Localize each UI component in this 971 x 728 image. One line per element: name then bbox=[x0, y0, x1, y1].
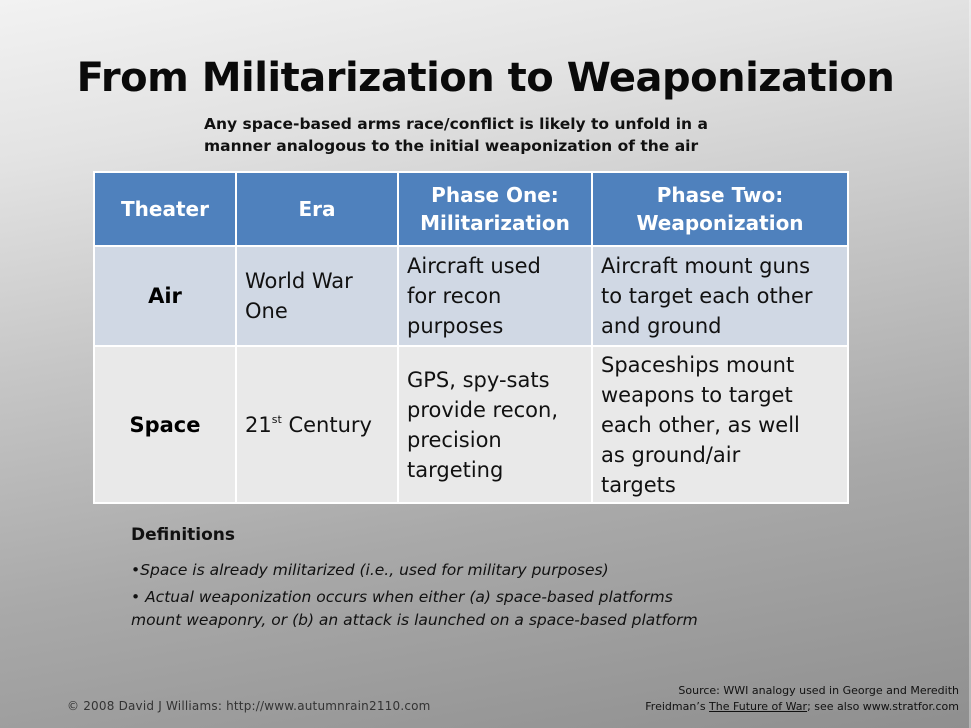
table-header-row bbox=[94, 172, 848, 246]
cell-theater-space: Space bbox=[94, 346, 236, 503]
cell-line: One bbox=[245, 299, 288, 323]
cell-line: Aircraft mount guns bbox=[601, 254, 811, 278]
cell-line: Aircraft used bbox=[407, 254, 541, 278]
definitions-heading: Definitions bbox=[131, 525, 236, 545]
copyright-notice: © 2008 David J Williams: http://www.autumnrain2110.com bbox=[67, 699, 431, 713]
era-number: 21 bbox=[245, 412, 272, 437]
cell-line: targeting bbox=[407, 457, 504, 482]
cell-line: targets bbox=[601, 472, 676, 497]
table-row-space bbox=[94, 346, 848, 503]
header-phase-two-line2: Weaponization bbox=[636, 211, 804, 235]
source-line bbox=[645, 699, 959, 715]
cell-line: precision bbox=[407, 427, 502, 452]
cell-line: GPS, spy-sats bbox=[407, 367, 550, 392]
header-era: Era bbox=[236, 172, 398, 246]
header-theater: Theater bbox=[94, 172, 236, 246]
cell-line: each other, as well bbox=[601, 412, 800, 437]
cell-phase-one-space bbox=[398, 346, 592, 503]
cell-phase-two-air bbox=[592, 246, 848, 346]
definitions-section bbox=[131, 523, 831, 636]
era-word: Century bbox=[281, 412, 372, 437]
definition-line: • Actual weaponization occurs when either (a) space-based platforms bbox=[131, 588, 673, 606]
source-citation bbox=[645, 683, 959, 715]
header-phase-one-line2: Militarization bbox=[420, 211, 570, 235]
table-row-air bbox=[94, 246, 848, 346]
cell-line: and ground bbox=[601, 314, 722, 338]
cell-era-air bbox=[236, 246, 398, 346]
header-phase-two-line1: Phase Two: bbox=[656, 183, 784, 207]
definition-line: mount weaponry, or (b) an attack is launched on a space-based platform bbox=[131, 611, 698, 629]
subtitle-line: Any space-based arms race/conflict is likely to unfold in a bbox=[204, 115, 708, 133]
cell-line: purposes bbox=[407, 314, 504, 338]
subtitle-line: manner analogous to the initial weaponization of the air bbox=[204, 137, 699, 155]
definition-item: •Space is already militarized (i.e., used for military purposes) bbox=[131, 561, 609, 579]
cell-line: for recon bbox=[407, 284, 502, 308]
cell-phase-one-air bbox=[398, 246, 592, 346]
source-line: Source: WWI analogy used in George and Meredith bbox=[678, 684, 959, 697]
book-title: The Future of War bbox=[709, 700, 808, 713]
cell-line: as ground/air bbox=[601, 442, 741, 467]
header-phase-one bbox=[398, 172, 592, 246]
cell-line: World War bbox=[245, 269, 353, 293]
slide-subtitle bbox=[204, 113, 804, 157]
header-phase-one-line1: Phase One: bbox=[431, 183, 559, 207]
source-prefix: Freidman’s bbox=[645, 700, 710, 713]
cell-era-space bbox=[236, 346, 398, 503]
cell-line: weapons to target bbox=[601, 382, 793, 407]
cell-line: to target each other bbox=[601, 284, 813, 308]
cell-line: Spaceships mount bbox=[601, 352, 795, 377]
header-phase-two bbox=[592, 172, 848, 246]
era-ordinal: st bbox=[271, 412, 282, 426]
source-suffix: ; see also www.stratfor.com bbox=[807, 700, 959, 713]
cell-line: provide recon, bbox=[407, 397, 559, 422]
comparison-table bbox=[93, 171, 849, 504]
definition-item bbox=[131, 586, 831, 632]
cell-theater-air: Air bbox=[94, 246, 236, 346]
cell-phase-two-space bbox=[592, 346, 848, 503]
slide-title: From Militarization to Weaponization bbox=[76, 55, 895, 101]
